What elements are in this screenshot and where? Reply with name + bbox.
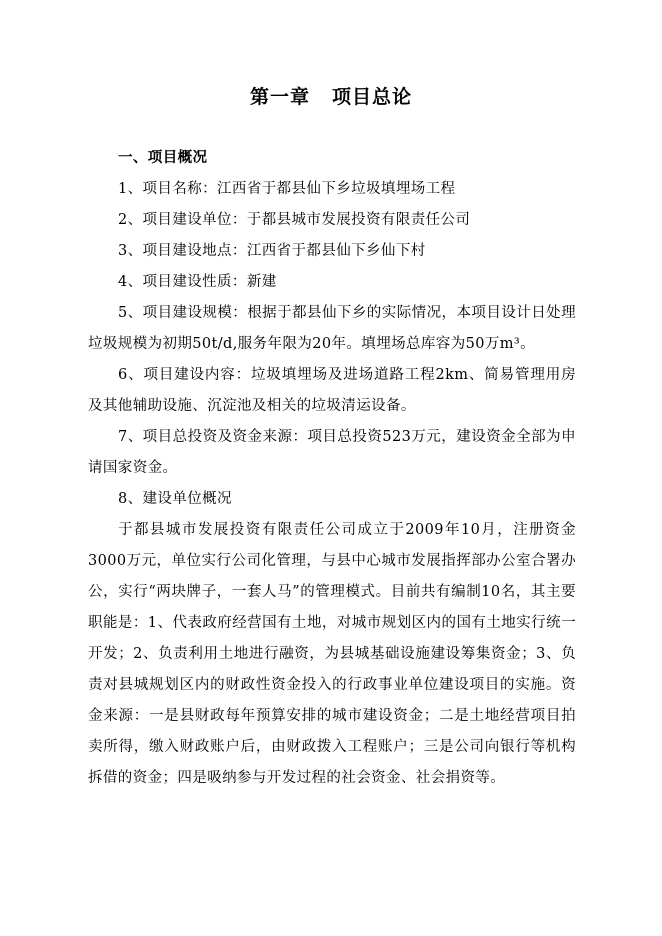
document-body xyxy=(88,143,576,794)
item-unit-overview-text: 于都县城市发展投资有限责任公司成立于2009年10月，注册资金3000万元，单位实行公司化管理，与县中心城市发展指挥部办公室合署办公，实行“两块牌子，一套人马”的管理模式。目前共有编制10名，其主要职能是：1、代表政府经营国有土地，对城市规划区内的国有土地实行统一开发；2、负责利用土地进行融资，为县城基础设施建设筹集资金；3、负责对县城规划区内的财政性资金投入的行政事业单位建设项目的实施。资金来源：一是县财政每年预算安排的城市建设资金；二是土地经营项目拍卖所得，缴入财政账户后，由财政拨入工程账户；三是公司向银行等机构拆借的资金；四是吸纳参与开发过程的社会资金、社会捐资等。 xyxy=(88,522,576,786)
section-heading: 一、项目概况 xyxy=(118,150,208,166)
item-project-name: 1、项目名称：江西省于都县仙下乡垃圾填埋场工程 xyxy=(118,181,456,197)
item-construction-location: 3、项目建设地点：江西省于都县仙下乡仙下村 xyxy=(118,243,426,259)
item-construction-nature: 4、项目建设性质：新建 xyxy=(118,274,277,290)
item-construction-content: 6、项目建设内容：垃圾填埋场及进场道路工程2km、简易管理用房及其他辅助设施、沉淀池及相关的垃圾清运设备。 xyxy=(88,367,576,414)
item-unit-overview-heading: 8、建设单位概况 xyxy=(118,491,232,507)
item-construction-unit: 2、项目建设单位：于都县城市发展投资有限责任公司 xyxy=(118,212,471,228)
chapter-number: 第一章 xyxy=(249,86,310,108)
chapter-title xyxy=(0,84,662,110)
chapter-name: 项目总论 xyxy=(332,86,413,108)
item-investment: 7、项目总投资及资金来源：项目总投资523万元，建设资金全部为申请国家资金。 xyxy=(88,429,576,476)
item-construction-scale: 5、项目建设规模：根据于都县仙下乡的实际情况，本项目设计日处理垃圾规模为初期50t/d,服务年限为20年。填埋场总库容为50万m³。 xyxy=(88,305,576,352)
